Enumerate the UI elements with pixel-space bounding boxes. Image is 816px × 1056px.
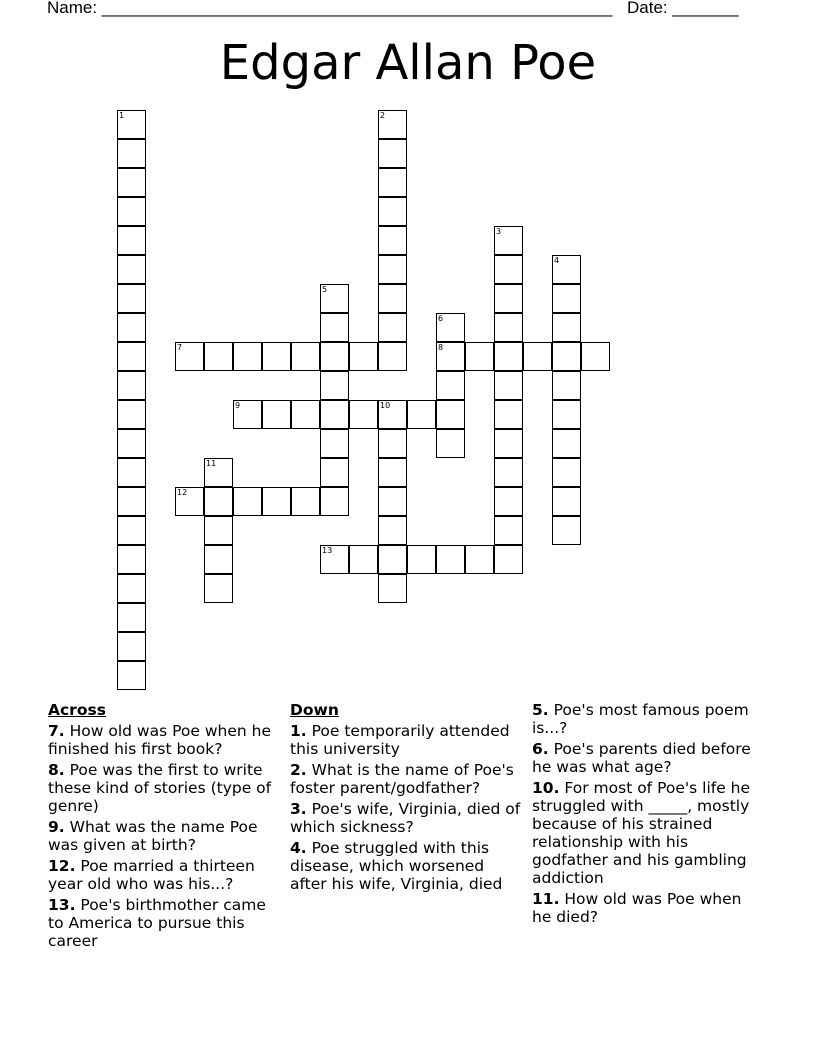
grid-cell[interactable] [436,313,465,342]
grid-cell[interactable] [552,342,581,371]
grid-cell[interactable] [117,661,146,690]
grid-cell[interactable] [204,516,233,545]
cell-number: 10 [380,401,391,410]
grid-cell[interactable] [378,342,407,371]
grid-cell[interactable] [465,342,494,371]
grid-cell[interactable] [378,458,407,487]
grid-cell[interactable] [378,197,407,226]
grid-cell[interactable] [407,545,436,574]
page-title: Edgar Allan Poe [219,35,597,91]
grid-cell[interactable] [291,487,320,516]
grid-cell[interactable] [204,342,233,371]
grid-cell[interactable] [117,632,146,661]
grid-cell[interactable] [494,371,523,400]
grid-cell[interactable] [552,400,581,429]
grid-cell[interactable] [117,197,146,226]
clue-number: 5. [532,701,549,719]
grid-cell[interactable] [320,400,349,429]
clue-text: Poe married a thirteen year old who was his...? [48,857,255,893]
clue-2 [290,761,525,797]
clue-11 [532,890,762,926]
grid-cell[interactable] [204,545,233,574]
grid-cell[interactable] [117,168,146,197]
grid-cell[interactable] [552,487,581,516]
clue-text: What is the name of Poe's foster parent/godfather? [290,761,514,797]
grid-cell[interactable] [320,342,349,371]
cell-number: 8 [438,343,444,352]
grid-cell[interactable] [117,313,146,342]
grid-cell[interactable] [117,516,146,545]
clue-5 [532,701,762,737]
grid-cell[interactable] [494,226,523,255]
grid-cell[interactable] [262,342,291,371]
grid-cell[interactable] [378,110,407,139]
grid-cell[interactable] [581,342,610,371]
clue-3 [290,800,525,836]
grid-cell[interactable] [378,400,407,429]
grid-cell[interactable] [494,255,523,284]
clue-text: How old was Poe when he finished his first book? [48,722,271,758]
grid-cell[interactable] [117,371,146,400]
grid-cell[interactable] [233,487,262,516]
cell-number: 12 [177,488,188,497]
grid-cell[interactable] [494,313,523,342]
grid-cell[interactable] [320,429,349,458]
clue-13 [48,896,283,950]
grid-cell[interactable] [320,487,349,516]
name-field-label: Name: ______________________________________________________ [47,0,613,17]
grid-cell[interactable] [552,516,581,545]
down-clue-list-1 [290,722,525,893]
clue-number: 2. [290,761,307,779]
grid-cell[interactable] [494,458,523,487]
clue-10 [532,779,762,887]
down-clues-column-2 [532,701,762,929]
grid-cell[interactable] [552,255,581,284]
grid-cell[interactable] [204,487,233,516]
grid-cell[interactable] [494,429,523,458]
grid-cell[interactable] [291,342,320,371]
grid-cell[interactable] [175,487,204,516]
grid-cell[interactable] [117,487,146,516]
grid-cell[interactable] [233,400,262,429]
clue-number: 13. [48,896,76,914]
grid-cell[interactable] [349,545,378,574]
clue-text: What was the name Poe was given at birth? [48,818,258,854]
grid-cell[interactable] [320,371,349,400]
grid-cell[interactable] [117,342,146,371]
grid-cell[interactable] [117,458,146,487]
cell-number: 13 [322,546,333,555]
grid-cell[interactable] [117,429,146,458]
down-heading: Down [290,701,339,719]
grid-cell[interactable] [378,226,407,255]
cell-number: 1 [119,111,125,120]
cell-number: 2 [380,111,386,120]
grid-cell[interactable] [204,458,233,487]
grid-cell[interactable] [117,226,146,255]
grid-cell[interactable] [117,574,146,603]
grid-cell[interactable] [117,400,146,429]
grid-cell[interactable] [233,342,262,371]
grid-cell[interactable] [494,487,523,516]
grid-cell[interactable] [378,574,407,603]
grid-cell[interactable] [552,429,581,458]
grid-cell[interactable] [436,371,465,400]
down-clues-column-1 [290,701,525,896]
clue-9 [48,818,283,854]
clue-text: Poe struggled with this disease, which worsened after his wife, Virginia, died [290,839,503,893]
clue-number: 9. [48,818,65,836]
grid-cell[interactable] [494,284,523,313]
grid-cell[interactable] [378,284,407,313]
grid-cell[interactable] [436,400,465,429]
grid-cell[interactable] [436,429,465,458]
grid-cell[interactable] [494,545,523,574]
grid-cell[interactable] [320,284,349,313]
clue-6 [532,740,762,776]
clue-1 [290,722,525,758]
grid-cell[interactable] [523,342,552,371]
grid-cell[interactable] [494,400,523,429]
cell-number: 3 [496,227,502,236]
grid-cell[interactable] [552,371,581,400]
across-heading: Across [48,701,106,719]
clue-8 [48,761,283,815]
grid-cell[interactable] [117,545,146,574]
down-clue-list-2 [532,701,762,926]
clue-number: 8. [48,761,65,779]
grid-cell[interactable] [204,574,233,603]
grid-cell[interactable] [320,545,349,574]
clue-7 [48,722,283,758]
clue-number: 4. [290,839,307,857]
grid-cell[interactable] [407,400,436,429]
clue-number: 7. [48,722,65,740]
clue-number: 3. [290,800,307,818]
grid-cell[interactable] [552,458,581,487]
across-clues [48,701,283,953]
grid-cell[interactable] [552,284,581,313]
grid-cell[interactable] [494,516,523,545]
grid-cell[interactable] [494,342,523,371]
cell-number: 11 [206,459,217,468]
grid-cell[interactable] [262,487,291,516]
cell-number: 5 [322,285,328,294]
cell-number: 7 [177,343,183,352]
grid-cell[interactable] [378,487,407,516]
grid-cell[interactable] [117,110,146,139]
clue-number: 11. [532,890,560,908]
across-clue-list [48,722,283,950]
clue-number: 6. [532,740,549,758]
grid-cell[interactable] [117,603,146,632]
grid-cell[interactable] [320,313,349,342]
grid-cell[interactable] [117,255,146,284]
grid-cell[interactable] [117,284,146,313]
grid-cell[interactable] [291,400,320,429]
clue-text: Poe's most famous poem is...? [532,701,749,737]
clue-text: Poe's birthmother came to America to pursue this career [48,896,266,950]
cell-number: 9 [235,401,241,410]
grid-cell[interactable] [378,168,407,197]
grid-cell[interactable] [349,400,378,429]
grid-cell[interactable] [117,139,146,168]
clue-12 [48,857,283,893]
grid-cell[interactable] [378,429,407,458]
clue-number: 10. [532,779,560,797]
grid-cell[interactable] [262,400,291,429]
date-field-label: Date: _______ [627,0,739,17]
grid-cell[interactable] [552,313,581,342]
clue-text: Poe's parents died before he was what age? [532,740,751,776]
clue-text: Poe's wife, Virginia, died of which sickness? [290,800,521,836]
grid-cell[interactable] [349,342,378,371]
grid-cell[interactable] [320,458,349,487]
grid-cell[interactable] [378,255,407,284]
grid-cell[interactable] [378,313,407,342]
cell-number: 4 [554,256,560,265]
grid-cell[interactable] [465,545,494,574]
clue-text: Poe was the first to write these kind of stories (type of genre) [48,761,272,815]
clue-number: 1. [290,722,307,740]
grid-cell[interactable] [378,139,407,168]
clue-4 [290,839,525,893]
grid-cell[interactable] [175,342,204,371]
clue-text: How old was Poe when he died? [532,890,742,926]
clue-number: 12. [48,857,76,875]
clue-text: Poe temporarily attended this university [290,722,510,758]
grid-cell[interactable] [436,545,465,574]
clue-text: For most of Poe's life he struggled with _____, mostly because of his strained relationship with his godfather and his gambling addiction [532,779,751,887]
cell-number: 6 [438,314,444,323]
grid-cell[interactable] [378,545,407,574]
grid-cell[interactable] [378,516,407,545]
grid-cell[interactable] [436,342,465,371]
